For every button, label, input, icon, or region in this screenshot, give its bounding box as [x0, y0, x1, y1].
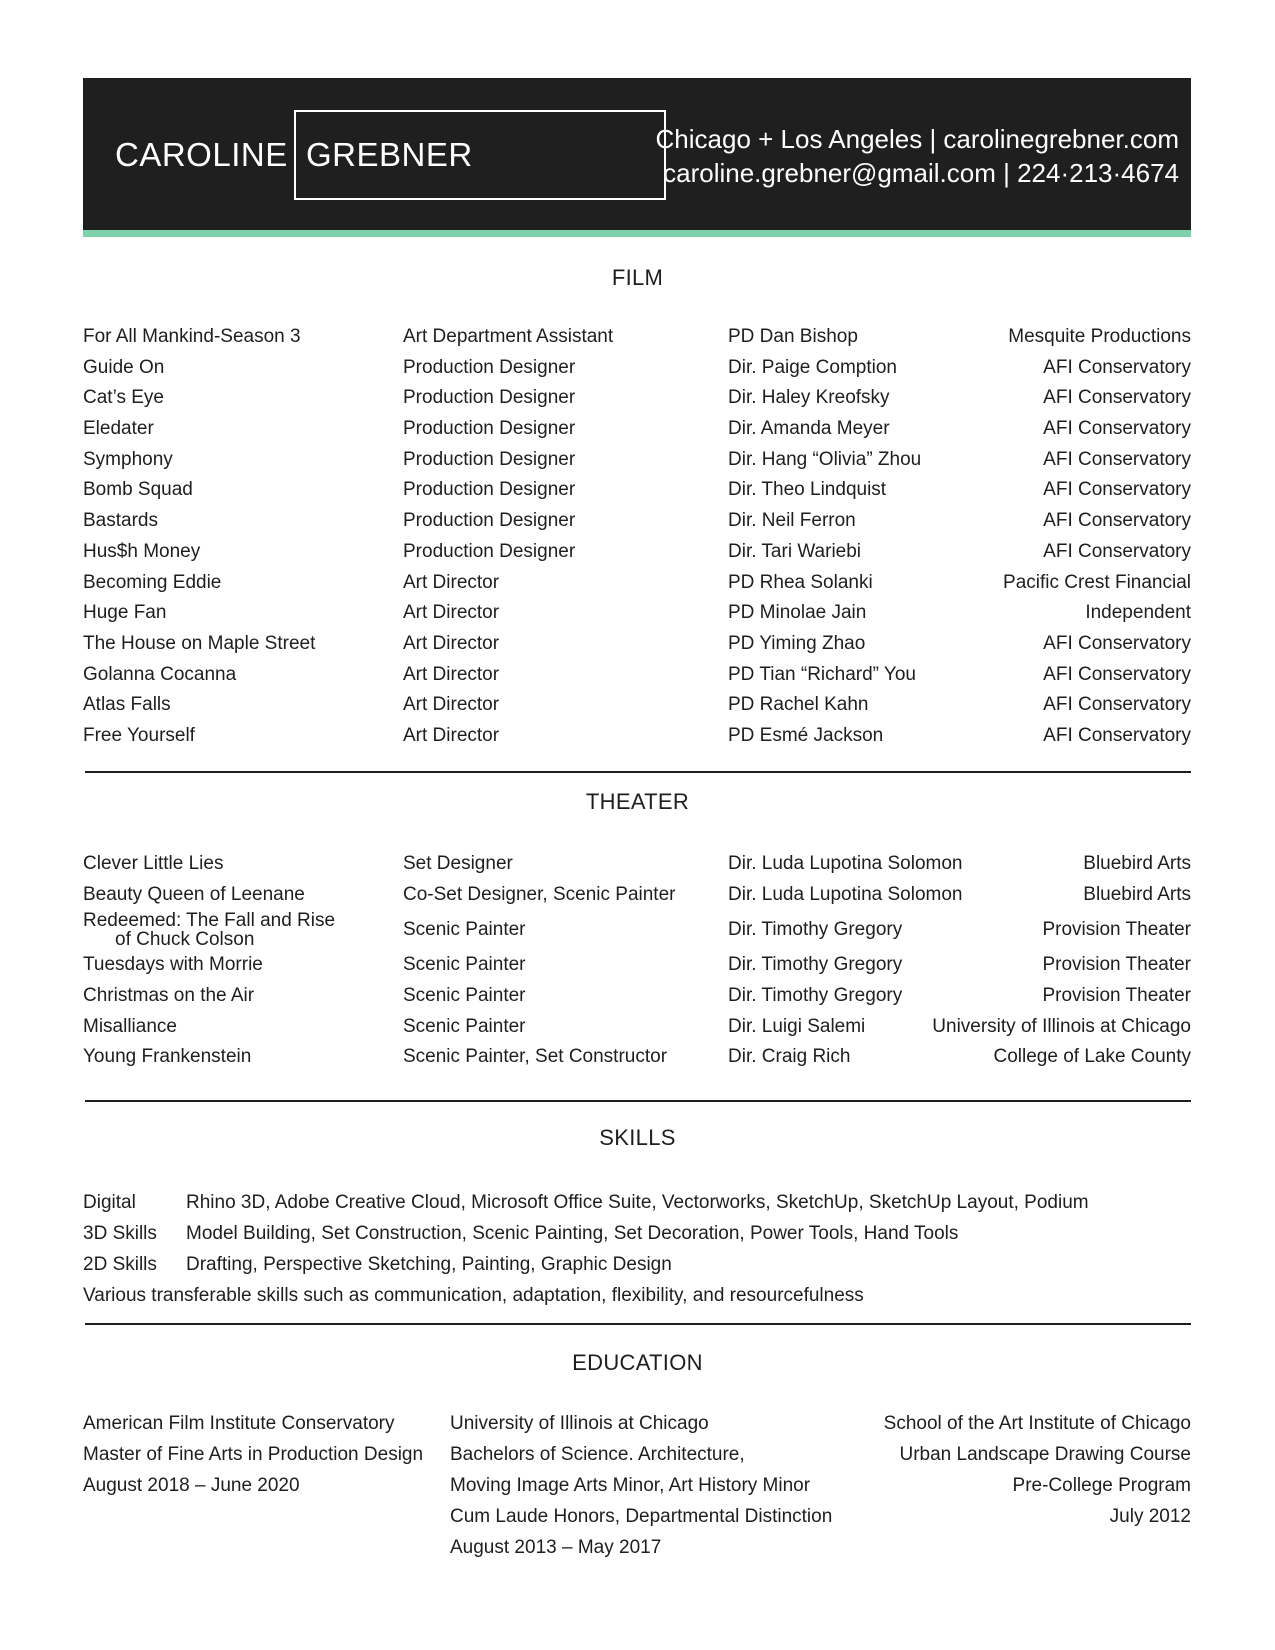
role: Art Director: [403, 663, 500, 685]
company: AFI Conservatory: [1043, 724, 1191, 746]
credit-row: [83, 721, 1191, 752]
divider: [85, 771, 1191, 773]
credit-row: [83, 1042, 1191, 1073]
company: AFI Conservatory: [1043, 356, 1191, 378]
production-title: Beauty Queen of Leenane: [83, 883, 305, 905]
director: Dir. Timothy Gregory: [728, 919, 903, 941]
school-name: University of Illinois at Chicago: [450, 1413, 709, 1434]
director: Dir. Luigi Salemi: [728, 1015, 866, 1037]
contact-location-website: Chicago + Los Angeles | carolinegrebner.com: [655, 124, 1179, 154]
production-title: Guide On: [83, 356, 165, 378]
company: Pacific Crest Financial: [1003, 571, 1191, 593]
production-title: Misalliance: [83, 1015, 177, 1037]
skill-value: Drafting, Perspective Sketching, Painting, Graphic Design: [186, 1254, 672, 1275]
director: Dir. Luda Lupotina Solomon: [728, 853, 963, 874]
production-title: Huge Fan: [83, 602, 167, 624]
production-title: Golanna Cocanna: [83, 663, 237, 685]
last-name: GREBNER: [306, 136, 473, 173]
production-title: Cat’s Eye: [83, 387, 164, 409]
role: Production Designer: [403, 418, 576, 440]
degree: Bachelors of Science. Architecture,: [450, 1444, 745, 1465]
director: Dir. Paige Comption: [728, 356, 897, 378]
production-title: Symphony: [83, 448, 173, 470]
company: AFI Conservatory: [1043, 387, 1191, 409]
production-title: Redeemed: The Fall and Rise: [83, 910, 336, 932]
director: PD Minolae Jain: [728, 602, 867, 624]
role: Production Designer: [403, 387, 576, 409]
education-afi: [83, 1408, 423, 1501]
director: Dir. Timothy Gregory: [728, 954, 903, 976]
director: Dir. Craig Rich: [728, 1046, 851, 1068]
credit-row: [83, 660, 1191, 691]
minors: Moving Image Arts Minor, Art History Minor: [450, 1475, 811, 1496]
company: Independent: [1085, 602, 1191, 624]
education-title: EDUCATION: [572, 1350, 703, 1375]
last-name-box: [294, 110, 666, 200]
role: Art Director: [403, 571, 500, 593]
role: Co-Set Designer, Scenic Painter: [403, 883, 676, 905]
director: PD Rachel Kahn: [728, 694, 869, 716]
credit-row: [83, 598, 1191, 629]
director: PD Tian “Richard” You: [728, 663, 916, 685]
credit-row: [83, 910, 1191, 950]
role: Art Director: [403, 694, 500, 716]
company: University of Illinois at Chicago: [932, 1015, 1191, 1037]
credit-row: [83, 322, 1191, 353]
skill-label: Digital: [83, 1192, 136, 1213]
company: Provision Theater: [1042, 954, 1191, 976]
director: Dir. Hang “Olivia” Zhou: [728, 448, 922, 470]
school-name: School of the Art Institute of Chicago: [883, 1413, 1191, 1434]
credit-row: [83, 537, 1191, 568]
theater-title: THEATER: [585, 789, 690, 814]
school-name: American Film Institute Conservatory: [83, 1413, 395, 1434]
director: Dir. Timothy Gregory: [728, 985, 903, 1007]
role: Scenic Painter, Set Constructor: [403, 1046, 668, 1068]
credit-row: [83, 353, 1191, 384]
skill-value: Model Building, Set Construction, Scenic Painting, Set Decoration, Power Tools, Hand Tools: [186, 1223, 959, 1244]
role: Production Designer: [403, 448, 576, 470]
company: AFI Conservatory: [1043, 448, 1191, 470]
film-title: FILM: [611, 265, 664, 290]
production-title: Hus$h Money: [83, 540, 201, 562]
course: Urban Landscape Drawing Course: [899, 1444, 1191, 1465]
production-title: Free Yourself: [83, 724, 195, 746]
dates: August 2013 – May 2017: [450, 1537, 662, 1558]
role: Production Designer: [403, 479, 576, 501]
production-title: Eledater: [83, 418, 154, 440]
role: Scenic Painter: [403, 954, 526, 976]
credit-row: [83, 475, 1191, 506]
production-title: Christmas on the Air: [83, 985, 255, 1007]
director: Dir. Amanda Meyer: [728, 418, 890, 440]
credit-row: [83, 629, 1191, 660]
company: Provision Theater: [1042, 919, 1191, 941]
dates: July 2012: [1109, 1506, 1191, 1527]
credit-row: [83, 414, 1191, 445]
credit-row: [83, 849, 1191, 880]
company: AFI Conservatory: [1043, 479, 1191, 501]
director: Dir. Theo Lindquist: [728, 479, 887, 501]
credit-row: [83, 506, 1191, 537]
dates: August 2018 – June 2020: [83, 1475, 300, 1496]
first-name: CAROLINE: [115, 136, 288, 173]
role: Production Designer: [403, 510, 576, 532]
credit-row: [83, 880, 1191, 911]
degree: Master of Fine Arts in Production Design: [83, 1444, 424, 1465]
skill-label: 3D Skills: [83, 1223, 157, 1244]
production-title: Clever Little Lies: [83, 853, 224, 874]
credit-row: [83, 950, 1191, 981]
role: Art Director: [403, 632, 500, 654]
company: Mesquite Productions: [1008, 326, 1191, 347]
skill-label: 2D Skills: [83, 1254, 157, 1275]
director: PD Yiming Zhao: [728, 632, 866, 654]
director: Dir. Neil Ferron: [728, 510, 856, 532]
theater-list: [83, 849, 1191, 1073]
company: Bluebird Arts: [1083, 883, 1191, 905]
director: Dir. Tari Wariebi: [728, 540, 862, 562]
company: Provision Theater: [1042, 985, 1191, 1007]
role: Production Designer: [403, 540, 576, 562]
production-title: Young Frankenstein: [83, 1046, 252, 1068]
credit-row: [83, 690, 1191, 721]
production-title: Tuesdays with Morrie: [83, 954, 263, 976]
header-banner: [83, 78, 1191, 237]
skills-title: SKILLS: [599, 1125, 676, 1150]
company: AFI Conservatory: [1043, 663, 1191, 685]
company: AFI Conservatory: [1043, 540, 1191, 562]
production-title: For All Mankind-Season 3: [83, 326, 301, 347]
credit-row: [83, 445, 1191, 476]
program: Pre-College Program: [1012, 1475, 1191, 1496]
production-title: The House on Maple Street: [83, 632, 316, 654]
role: Scenic Painter: [403, 1015, 526, 1037]
credit-row: [83, 568, 1191, 599]
production-title: Atlas Falls: [83, 694, 171, 716]
divider: [85, 1100, 1191, 1102]
production-title: Bastards: [83, 510, 158, 532]
production-title-line2: of Chuck Colson: [115, 929, 255, 951]
production-title: Becoming Eddie: [83, 571, 222, 593]
company: AFI Conservatory: [1043, 510, 1191, 532]
director: Dir. Luda Lupotina Solomon: [728, 883, 963, 905]
credit-row: [83, 981, 1191, 1012]
director: PD Rhea Solanki: [728, 571, 873, 593]
role: Scenic Painter: [403, 985, 526, 1007]
contact-email-phone: caroline.grebner@gmail.com | 224·213·4674: [663, 158, 1179, 188]
director: Dir. Haley Kreofsky: [728, 387, 890, 409]
company: AFI Conservatory: [1043, 694, 1191, 716]
education-saic: [884, 1408, 1191, 1532]
company: Bluebird Arts: [1083, 853, 1191, 874]
education-uic: [450, 1408, 832, 1563]
film-list: [83, 322, 1191, 752]
role: Art Director: [403, 724, 500, 746]
credit-row: [83, 1012, 1191, 1043]
company: AFI Conservatory: [1043, 632, 1191, 654]
company: College of Lake County: [993, 1046, 1191, 1068]
role: Set Designer: [403, 853, 513, 874]
director: PD Esmé Jackson: [728, 724, 884, 746]
role: Art Director: [403, 602, 500, 624]
role: Art Department Assistant: [403, 326, 614, 347]
honors: Cum Laude Honors, Departmental Distinction: [450, 1506, 833, 1527]
role: Scenic Painter: [403, 919, 526, 941]
director: PD Dan Bishop: [728, 326, 858, 347]
company: AFI Conservatory: [1043, 418, 1191, 440]
production-title: Bomb Squad: [83, 479, 193, 501]
credit-row: [83, 383, 1191, 414]
role: Production Designer: [403, 356, 576, 378]
skill-value: Rhino 3D, Adobe Creative Cloud, Microsoft Office Suite, Vectorworks, SketchUp, SketchUp Layout, Podium: [186, 1192, 1089, 1213]
divider: [85, 1323, 1191, 1325]
contact-info: [656, 122, 1179, 190]
